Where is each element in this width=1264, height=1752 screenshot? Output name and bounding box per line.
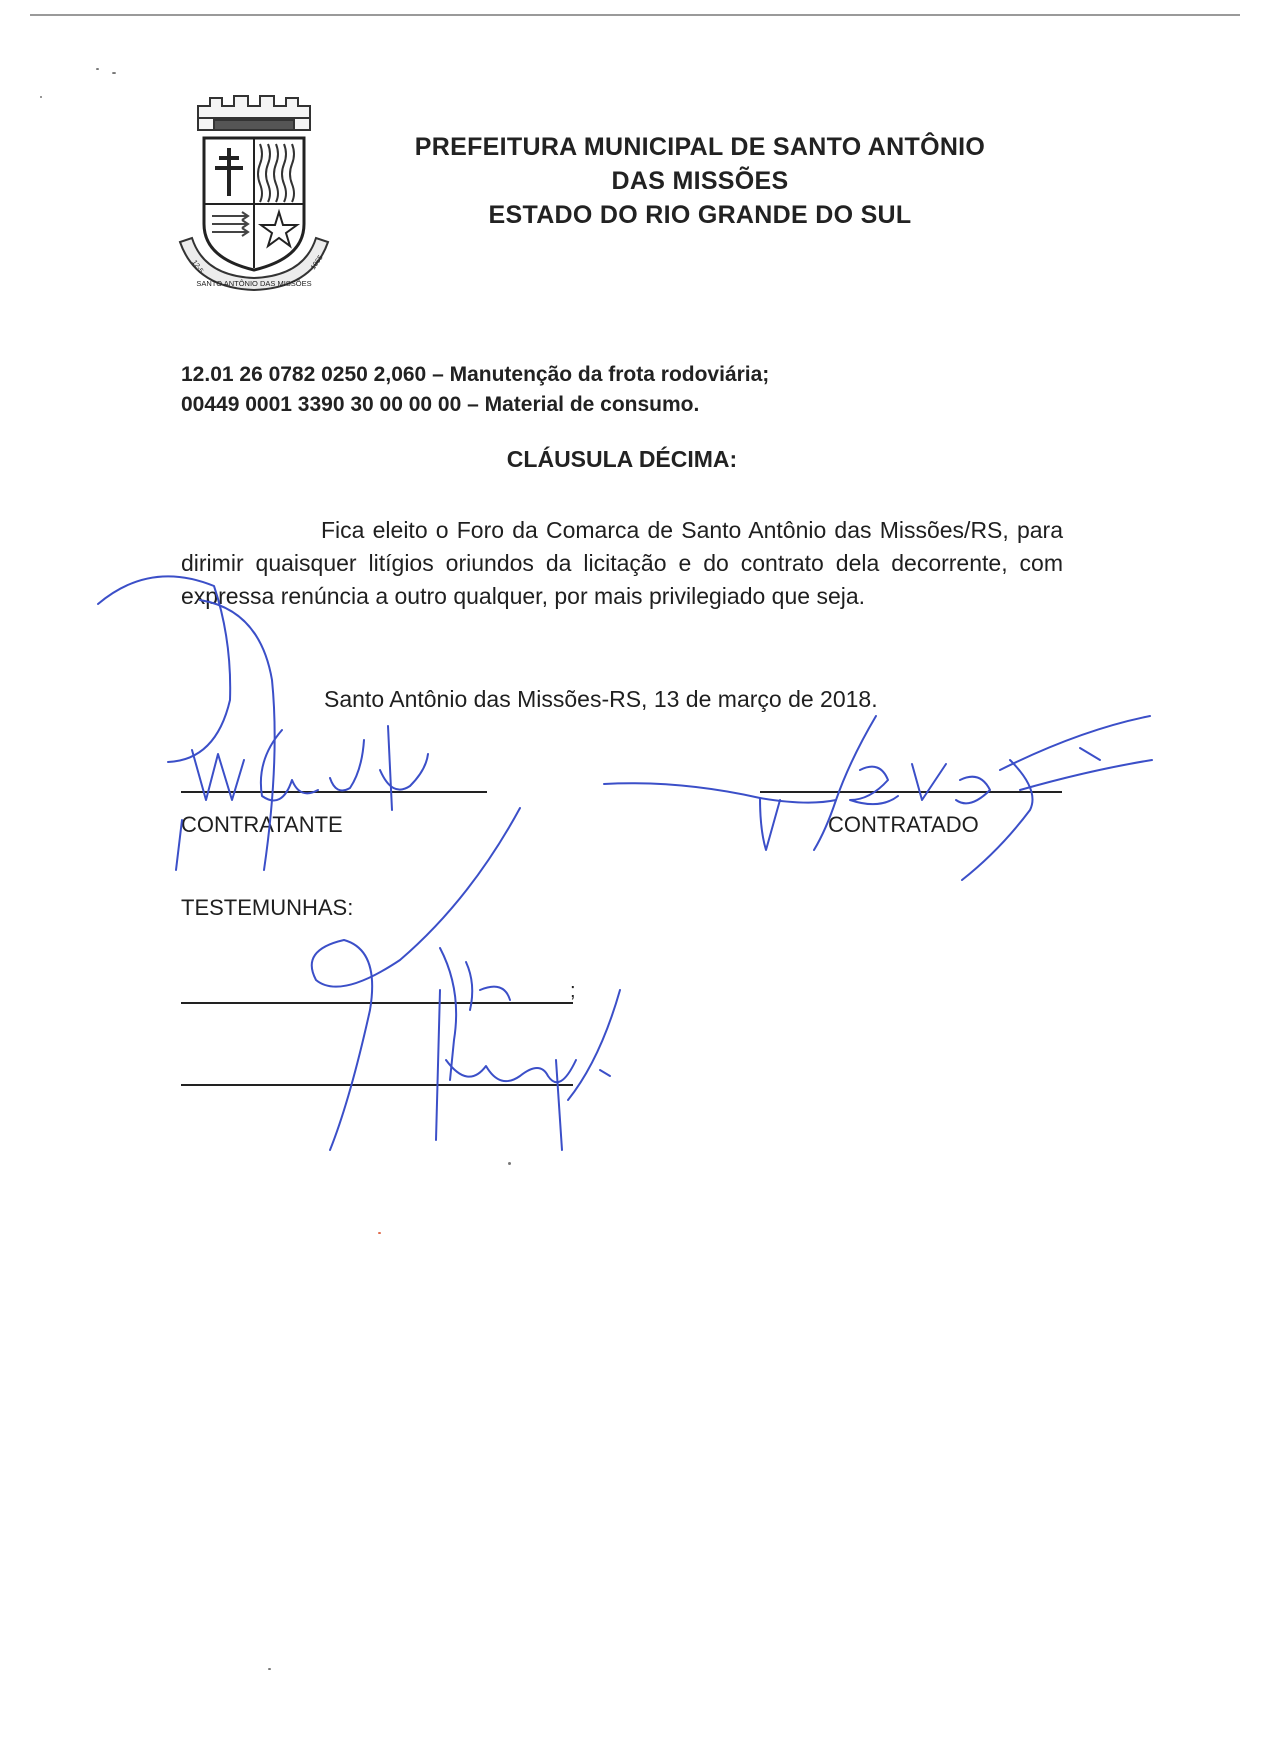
contratado-signature bbox=[604, 716, 1152, 880]
budget-line-1: 12.01 26 0782 0250 2,060 – Manutenção da frota rodoviária; bbox=[181, 363, 770, 386]
ribbon-date-left: 12-5 bbox=[190, 259, 205, 275]
scan-speck bbox=[508, 1162, 511, 1165]
scan-speck bbox=[96, 68, 99, 70]
witness-separator: ; bbox=[570, 980, 576, 1002]
budget-line-2: 00449 0001 3390 30 00 00 00 – Material de consumo. bbox=[181, 393, 700, 416]
letterhead-line-2: DAS MISSÕES bbox=[611, 167, 789, 195]
testemunhas-label: TESTEMUNHAS: bbox=[181, 895, 354, 920]
letterhead-line-1: PREFEITURA MUNICIPAL DE SANTO ANTÔNIO bbox=[414, 133, 986, 161]
clause-text: Fica eleito o Foro da Comarca de Santo Antônio das Missões/RS, para dirimir quaisquer litígios oriundos da licitação e do contrato dela decorrente, com expressa renúncia a outro qualquer, por mais privilegiado que seja. bbox=[181, 517, 1063, 609]
scan-speck bbox=[112, 72, 116, 74]
municipal-coat-of-arms bbox=[176, 92, 332, 298]
shield bbox=[204, 138, 304, 270]
scan-speck bbox=[40, 96, 42, 98]
ribbon-motto: SANTO ANTÔNIO DAS MISSÕES bbox=[196, 279, 312, 288]
letterhead bbox=[340, 130, 1060, 232]
contratante-label: CONTRATANTE bbox=[181, 812, 343, 837]
budget-allocation bbox=[181, 360, 769, 420]
place-date: Santo Antônio das Missões-RS, 13 de março de 2018. bbox=[324, 686, 878, 712]
scan-edge-line bbox=[30, 14, 1240, 16]
contratante-signature-line bbox=[181, 791, 487, 793]
ribbon-year-right: 1965 bbox=[309, 254, 325, 272]
arrows-icon bbox=[212, 212, 248, 236]
contratado-signature-line bbox=[760, 791, 1062, 793]
contratado-label: CONTRATADO bbox=[828, 812, 979, 837]
witness-1-line bbox=[181, 1002, 573, 1004]
scan-speck bbox=[378, 1232, 381, 1234]
clause-title: CLÁUSULA DÉCIMA: bbox=[506, 446, 738, 472]
witness-2-line bbox=[181, 1084, 573, 1086]
witness-signatures bbox=[312, 808, 620, 1150]
letterhead-line-3: ESTADO DO RIO GRANDE DO SUL bbox=[488, 201, 912, 229]
scan-speck bbox=[268, 1668, 271, 1670]
mural-crown bbox=[198, 96, 310, 130]
